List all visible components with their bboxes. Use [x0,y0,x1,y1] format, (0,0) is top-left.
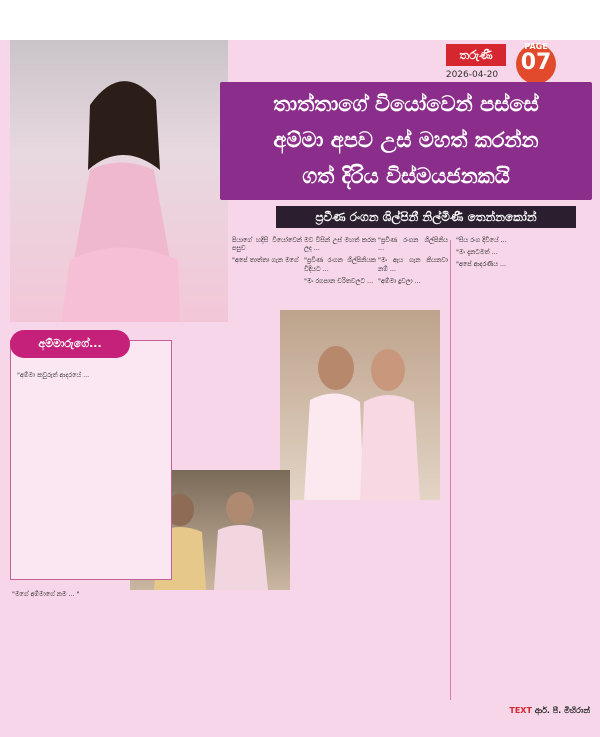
column-intro [232,236,302,296]
headline-line-2: අම්මා අපව උස් මහත් කරන්න [273,128,539,152]
lead-photo [10,40,228,322]
lead-figure-illustration [60,60,180,322]
credit-name: ආර්. පී. මිහිරාන් [534,706,590,715]
bottom-paragraph: "මගේ අම්මාගේ නම ... " [12,590,80,598]
sidebar-text-block [17,371,165,571]
col4-para-3: "අපේ ආදරණීය ... [456,260,507,269]
col2-para-2: "ප්‍රවීණ රංගන ශිල්පිනියක විදියට ... [304,256,376,273]
page-label: PAGE [524,42,548,51]
brand-tag: තරුණී [446,44,506,66]
headline-line-1: තාත්තාගේ වියෝවෙන් පස්සේ [273,92,539,116]
sidebar-text: "අම්මා කවුරුත් ආදරයේ ... [17,371,90,379]
col2-para-3: "මං රගපාන චරිතවලට ... [304,276,374,285]
photo2-illustration [280,310,440,500]
column-4 [456,236,590,700]
bottom-text-block [12,590,288,700]
issue-date: 2026-04-20 [445,70,499,80]
credit-prefix: TEXT [509,706,532,715]
top-strip [0,0,600,40]
author-credit [486,706,590,716]
sidebar-box [10,340,172,580]
headline [228,86,584,196]
col3-para-3: "අම්මා දුවලා ... [378,276,421,285]
byline: ප්‍රවීණ රංගන ශිල්පිනී නිල්මිණී තෙන්නකෝන් [276,206,576,228]
col4-para-1: "සිය රංග දිවියේ ... [456,236,507,244]
intro-paragraph: පියාගේ හදිසි වියෝවෙන් පසුව [232,236,302,253]
col3-para-1: "ප්‍රවීණ රංගන ශිල්පිනිය ... [378,236,448,253]
column-divider [450,240,451,700]
mother-daughter-photo [280,310,440,500]
sidebar-title: අම්මාරුගේ... [10,330,130,358]
intro-quote: "අපේ තාත්තා ගැන මගේ [232,256,299,265]
page-tag [508,40,574,80]
col3-para-2: "මං ඇය ගැන කියනවා නම් ... [378,256,448,273]
headline-line-3: ගත් දිරිය විස්මයජනකයි [302,164,510,188]
col2-para-1: මව විසින් උස් මහත් කරන ලද ... [304,236,376,253]
col4-para-2: "මං දැනටමත් ... [456,248,498,257]
page-number: 07 [520,50,552,75]
